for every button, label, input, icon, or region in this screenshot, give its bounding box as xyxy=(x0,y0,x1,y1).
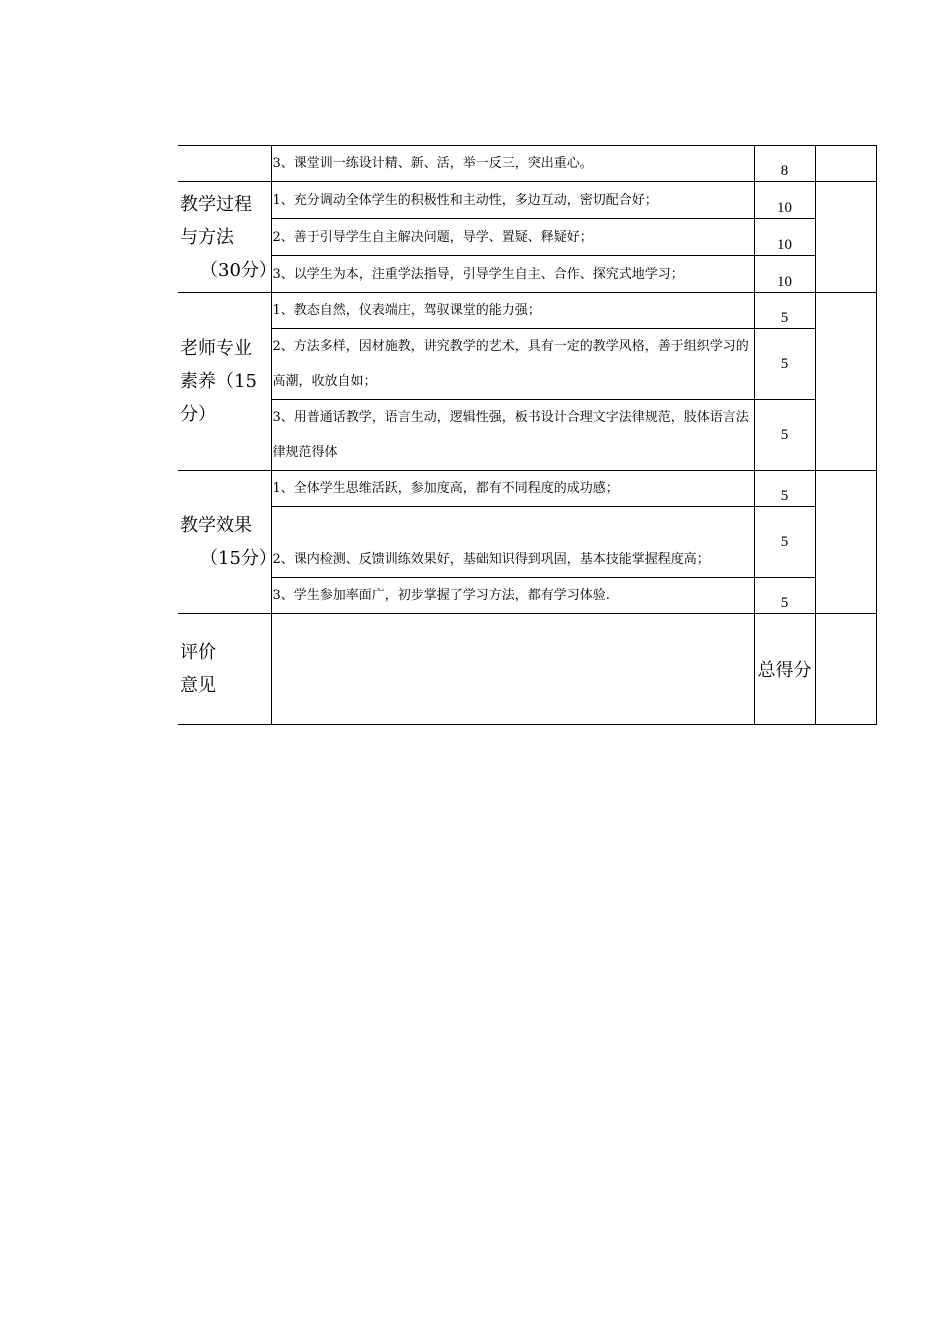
category-line: 老师专业 xyxy=(180,338,252,359)
category-line: 与方法 xyxy=(180,226,234,248)
criterion-cell: 3、课堂训一练设计精、新、活，举一反三，突出重心。 xyxy=(271,146,754,182)
total-score-cell[interactable] xyxy=(815,614,876,725)
table-row xyxy=(178,507,876,578)
table-row xyxy=(178,293,876,329)
evaluation-comment-cell[interactable] xyxy=(271,614,754,725)
table-row xyxy=(178,329,876,400)
table-row xyxy=(178,400,876,471)
category-line: 分） xyxy=(180,404,216,425)
criterion-cell: 1、教态自然，仪表端庄，驾驭课堂的能力强； xyxy=(271,293,754,329)
points-cell: 5 xyxy=(754,578,815,614)
points-cell: 5 xyxy=(754,329,815,400)
evaluation-label-line: 评价 xyxy=(180,642,216,663)
category-line: 教学效果 xyxy=(180,515,252,536)
score-cell[interactable] xyxy=(815,182,876,293)
category-cell-teacher-quality xyxy=(178,293,271,471)
table-row xyxy=(178,471,876,507)
criterion-cell: 2、善于引导学生自主解决问题，导学、置疑、释疑好； xyxy=(271,219,754,256)
points-cell: 10 xyxy=(754,182,815,219)
category-cell-teaching-process xyxy=(178,182,277,293)
criterion-cell: 3、用普通话教学，语言生动，逻辑性强，板书设计合理文字法律规范，肢体语言法律规范得体 xyxy=(271,400,754,471)
evaluation-label-cell xyxy=(178,614,271,725)
points-cell: 10 xyxy=(754,256,815,293)
category-line: 素养（15 xyxy=(180,371,257,392)
criterion-cell: 3、以学生为本，注重学法指导，引导学生自主、合作、探究式地学习； xyxy=(271,256,754,293)
table-row xyxy=(178,578,876,614)
category-score: （30分） xyxy=(200,259,277,281)
table-row xyxy=(178,146,876,182)
criterion-cell: 2、方法多样，因材施教，讲究教学的艺术，具有一定的教学风格，善于组织学习的高潮，收放自如； xyxy=(271,329,754,400)
points-cell: 5 xyxy=(754,507,815,578)
criterion-cell: 3、学生参加率面广，初步掌握了学习方法，都有学习体验. xyxy=(271,578,754,614)
category-score: （15分） xyxy=(200,548,277,569)
table-row xyxy=(178,182,876,219)
evaluation-label-line: 意见 xyxy=(180,675,216,696)
points-cell: 5 xyxy=(754,400,815,471)
criterion-cell: 2、课内检测、反馈训练效果好，基础知识得到巩固，基本技能掌握程度高； xyxy=(271,507,754,578)
points-cell: 5 xyxy=(754,471,815,507)
category-cell-empty xyxy=(178,146,271,182)
evaluation-table-sheet xyxy=(178,145,876,725)
table-row xyxy=(178,614,876,725)
score-cell[interactable] xyxy=(815,293,876,471)
table-row xyxy=(178,219,876,256)
category-line: 教学过程 xyxy=(180,193,252,215)
points-cell: 5 xyxy=(754,293,815,329)
criterion-cell: 1、全体学生思维活跃，参加度高，都有不同程度的成功感； xyxy=(271,471,754,507)
score-cell[interactable] xyxy=(815,471,876,614)
score-cell[interactable] xyxy=(815,146,876,182)
points-cell: 8 xyxy=(754,146,815,182)
table-row xyxy=(178,256,876,293)
total-score-label: 总得分 xyxy=(754,614,815,725)
criterion-cell: 1、充分调动全体学生的积极性和主动性，多边互动，密切配合好； xyxy=(271,182,754,219)
evaluation-table xyxy=(178,145,877,725)
category-cell-teaching-effect xyxy=(178,471,277,614)
points-cell: 10 xyxy=(754,219,815,256)
